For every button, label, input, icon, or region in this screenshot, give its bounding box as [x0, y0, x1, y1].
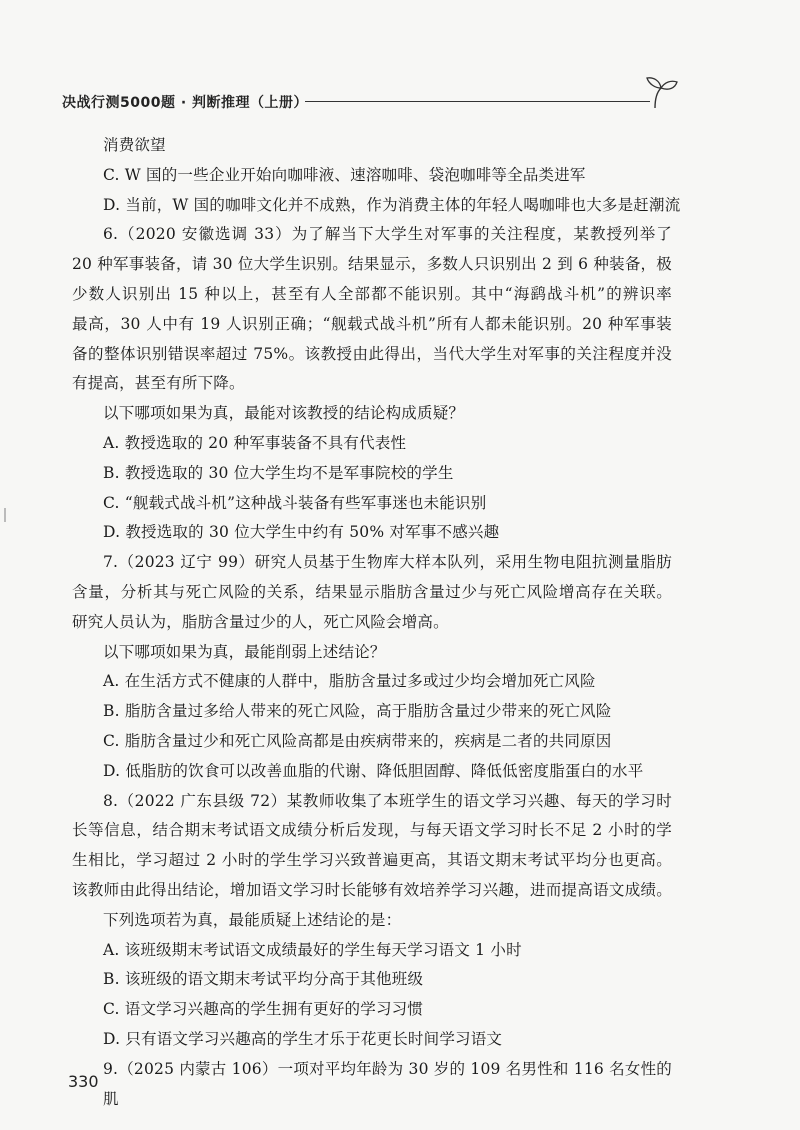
header-rule: [305, 101, 650, 102]
text-line: 备的整体识别错误率超过 75%。该教授由此得出，当代大学生对军事的关注程度并没: [72, 344, 672, 363]
text-line: 该教师由此得出结论，增加语文学习时长能够有效培养学习兴趣，进而提高语文成绩。: [72, 880, 672, 899]
text-line: B. 教授选取的 30 位大学生均不是军事院校的学生: [103, 463, 454, 482]
text-line: 下列选项若为真，最能质疑上述结论的是：: [103, 910, 402, 929]
text-line: 有提高，甚至有所下降。: [72, 374, 245, 393]
text-line: 生相比，学习超过 2 小时的学生学习兴致普遍更高，其语文期末考试平均分也更高。: [72, 851, 672, 870]
text-line: 含量，分析其与死亡风险的关系，结果显示脂肪含量过少与死亡风险增高存在关联。: [72, 582, 672, 601]
text-line: 消费欲望: [103, 136, 166, 154]
text-line: 7.（2023 辽宁 99）研究人员基于生物库大样本队列，采用生物电阻抗测量脂肪: [103, 553, 672, 572]
text-line: C. 脂肪含量过少和死亡风险高都是由疾病带来的，疾病是二者的共同原因: [103, 731, 612, 750]
text-line: 20 种军事装备，请 30 位大学生识别。结果显示，多数人只识别出 2 到 6 种装备，极: [72, 255, 672, 274]
text-line: A. 该班级期末考试语文成绩最好的学生每天学习语文 1 小时: [103, 940, 522, 959]
text-line: D. 教授选取的 30 位大学生中约有 50% 对军事不感兴趣: [103, 523, 500, 542]
text-line: 6.（2020 安徽选调 33）为了解当下大学生对军事的关注程度，某教授列举了: [103, 225, 672, 244]
text-line: D. 当前，W 国的咖啡文化并不成熟，作为消费主体的年轻人喝咖啡也大多是赶潮流: [103, 195, 681, 214]
text-line: C. W 国的一些企业开始向咖啡液、速溶咖啡、袋泡咖啡等全品类进军: [103, 165, 586, 184]
text-line: D. 低脂肪的饮食可以改善血脂的代谢、降低胆固醇、降低低密度脂蛋白的水平: [103, 761, 644, 780]
text-line: 少数人识别出 15 种以上，甚至有人全部都不能识别。其中“海鹞战斗机”的辨识率: [72, 284, 672, 303]
text-line: 9.（2025 内蒙古 106）一项对平均年龄为 30 岁的 109 名男性和 116 名女性的肌: [103, 1059, 672, 1108]
text-line: 最高，30 人中有 19 人识别正确；“舰载式战斗机”所有人都未能识别。20 种军事装: [72, 314, 672, 333]
text-line: B. 脂肪含量过多给人带来的死亡风险，高于脂肪含量过少带来的死亡风险: [103, 702, 612, 721]
text-line: 研究人员认为，脂肪含量过少的人，死亡风险会增高。: [72, 612, 449, 631]
text-line: B. 该班级的语文期末考试平均分高于其他班级: [103, 970, 424, 989]
text-line: A. 教授选取的 20 种军事装备不具有代表性: [103, 433, 407, 452]
book-title: 决战行测5000题 · 判断推理（上册）: [62, 95, 309, 111]
margin-mark: [4, 508, 6, 522]
text-line: A. 在生活方式不健康的人群中，脂肪含量过多或过少均会增加死亡风险: [103, 672, 596, 691]
text-line: 8.（2022 广东县级 72）某教师收集了本班学生的语文学习兴趣、每天的学习时: [103, 791, 672, 810]
running-header: [62, 86, 670, 116]
sprout-icon: [645, 74, 679, 110]
text-line: C. “舰载式战斗机”这种战斗装备有些军事迷也未能识别: [103, 493, 487, 512]
text-line: 以下哪项如果为真，最能削弱上述结论？: [103, 642, 386, 661]
text-line: C. 语文学习兴趣高的学生拥有更好的学习习惯: [103, 1000, 424, 1019]
page-number: 330: [68, 1072, 99, 1091]
text-line: D. 只有语文学习兴趣高的学生才乐于花更长时间学习语文: [103, 1029, 503, 1048]
question-text: [72, 131, 681, 1108]
text-line: 以下哪项如果为真，最能对该教授的结论构成质疑？: [103, 404, 465, 423]
text-line: 长等信息，结合期末考试语文成绩分析后发现，与每天语文学习时长不足 2 小时的学: [72, 821, 672, 840]
